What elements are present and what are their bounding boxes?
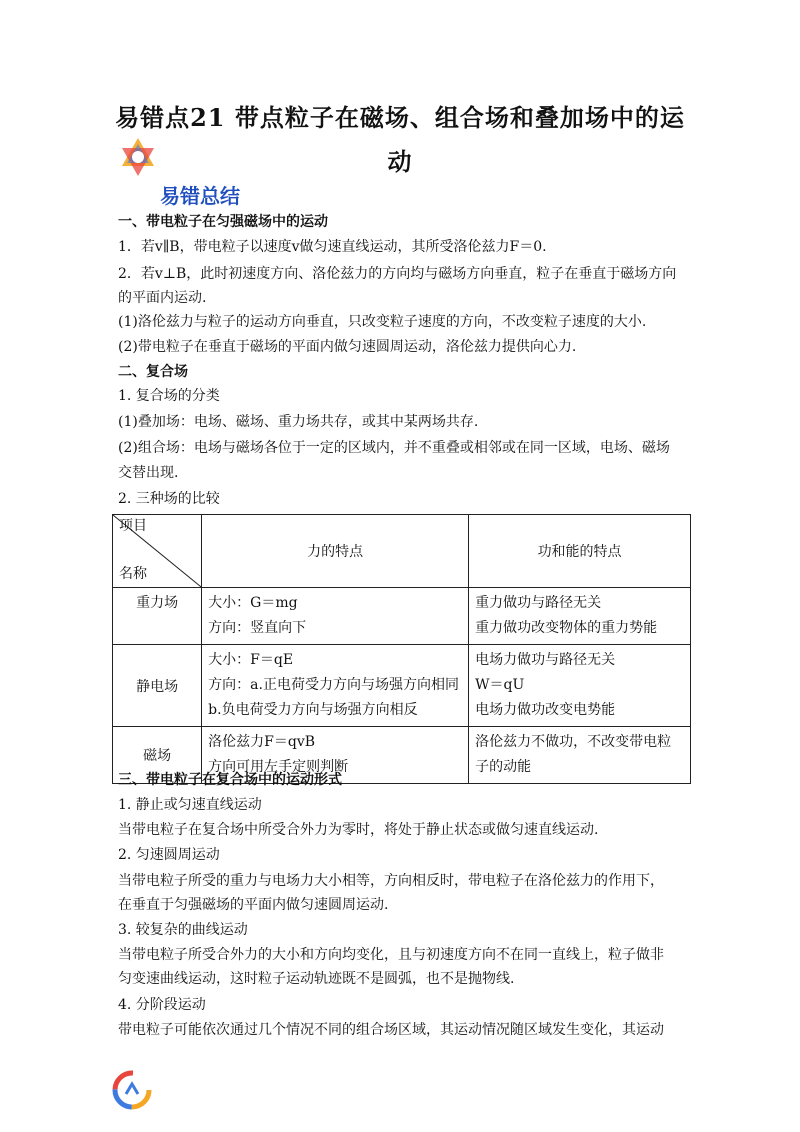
page-title-line1: 易错点21 带点粒子在磁场、组合场和叠加场中的运 — [115, 103, 685, 132]
s3-line6b: 匀变速曲线运动，这时粒子运动轨迹既不是圆弧，也不是抛物线. — [118, 971, 515, 987]
corner-cell — [113, 515, 202, 588]
energy-line: 洛伦兹力不做功，不改变带电粒 — [475, 734, 672, 750]
energy-cell — [469, 727, 691, 784]
force-line: 大小：F＝qE — [208, 652, 294, 668]
s3-line7: 4. 分阶段运动 — [118, 997, 206, 1013]
table-header-row — [113, 515, 691, 588]
force-line: 方向：竖直向下 — [208, 620, 307, 636]
corner-bottom-label: 名称 — [119, 566, 147, 582]
energy-line: 子的动能 — [475, 759, 532, 775]
star-logo-icon — [118, 136, 158, 178]
table-row — [113, 588, 691, 645]
force-line: 大小：G＝mg — [208, 595, 298, 611]
s3-line4b: 在垂直于匀强磁场的平面内做匀速圆周运动. — [118, 897, 389, 913]
field-comparison-table — [112, 514, 691, 784]
col-header-force: 力的特点 — [202, 515, 469, 588]
force-cell — [202, 588, 469, 645]
row-name: 磁场 — [113, 727, 202, 784]
s3-line5: 3. 较复杂的曲线运动 — [118, 922, 248, 938]
s1-line2b: 的平面内运动. — [118, 290, 207, 306]
energy-cell — [469, 645, 691, 727]
section3-heading: 三、带电粒子在复合场中的运动形式 — [118, 772, 342, 788]
section1-heading: 一、带电粒子在匀强磁场中的运动 — [118, 214, 328, 230]
footer-logo-icon — [112, 1070, 152, 1110]
energy-line: 电场力做功与路径无关 — [475, 652, 616, 668]
col-header-energy: 功和能的特点 — [469, 515, 691, 588]
force-line: b.负电荷受力方向与场强方向相反 — [208, 702, 418, 718]
s2-line2: (1)叠加场：电场、磁场、重力场共存，或其中某两场共存. — [118, 414, 479, 430]
force-line: 洛伦兹力F＝qvB — [208, 734, 316, 750]
page-title-line2: 动 — [387, 147, 413, 176]
s3-line3: 2. 匀速圆周运动 — [118, 847, 220, 863]
s1-line3: (1)洛伦兹力与粒子的运动方向垂直，只改变粒子速度的方向，不改变粒子速度的大小. — [118, 314, 647, 330]
s1-line2: 2．若v⊥B，此时初速度方向、洛伦兹力的方向均与磁场方向垂直，粒子在垂直于磁场方向 — [118, 266, 677, 282]
s1-line4: (2)带电粒子在垂直于磁场的平面内做匀速圆周运动，洛伦兹力提供向心力. — [118, 339, 577, 355]
energy-line: W＝qU — [475, 677, 525, 693]
corner-top-label: 项目 — [119, 518, 147, 534]
s2-line4: 2. 三种场的比较 — [118, 491, 220, 507]
s3-line8: 带电粒子可能依次通过几个情况不同的组合场区域，其运动情况随区域发生变化，其运动 — [118, 1022, 664, 1038]
s3-line4: 当带电粒子所受的重力与电场力大小相等，方向相反时，带电粒子在洛伦兹力的作用下， — [118, 873, 664, 889]
section2-heading: 二、复合场 — [118, 364, 188, 380]
s3-line2: 当带电粒子在复合场中所受合外力为零时，将处于静止状态或做匀速直线运动. — [118, 822, 599, 838]
row-name: 静电场 — [113, 645, 202, 727]
s1-line1: 1．若v∥B，带电粒子以速度v做匀速直线运动，其所受洛伦兹力F＝0. — [118, 239, 547, 255]
force-line: 方向可用左手定则判断 — [208, 759, 349, 775]
energy-line: 电场力做功改变电势能 — [475, 702, 616, 718]
force-line: 方向：a.正电荷受力方向与场强方向相同 — [208, 677, 459, 693]
energy-line: 重力做功与路径无关 — [475, 595, 602, 611]
s3-line6: 当带电粒子所受合外力的大小和方向均变化，且与初速度方向不在同一直线上，粒子做非 — [118, 947, 664, 963]
s2-line3b: 交替出现. — [118, 465, 179, 481]
row-name: 重力场 — [113, 588, 202, 645]
force-cell — [202, 645, 469, 727]
energy-line: 重力做功改变物体的重力势能 — [475, 620, 658, 636]
s2-line1: 1. 复合场的分类 — [118, 388, 220, 404]
s3-line1: 1. 静止或匀速直线运动 — [118, 797, 262, 813]
s2-line3: (2)组合场：电场与磁场各位于一定的区域内，并不重叠或相邻或在同一区域，电场、磁场 — [118, 440, 670, 456]
energy-cell — [469, 588, 691, 645]
table-row — [113, 645, 691, 727]
summary-heading: 易错总结 — [160, 184, 240, 208]
